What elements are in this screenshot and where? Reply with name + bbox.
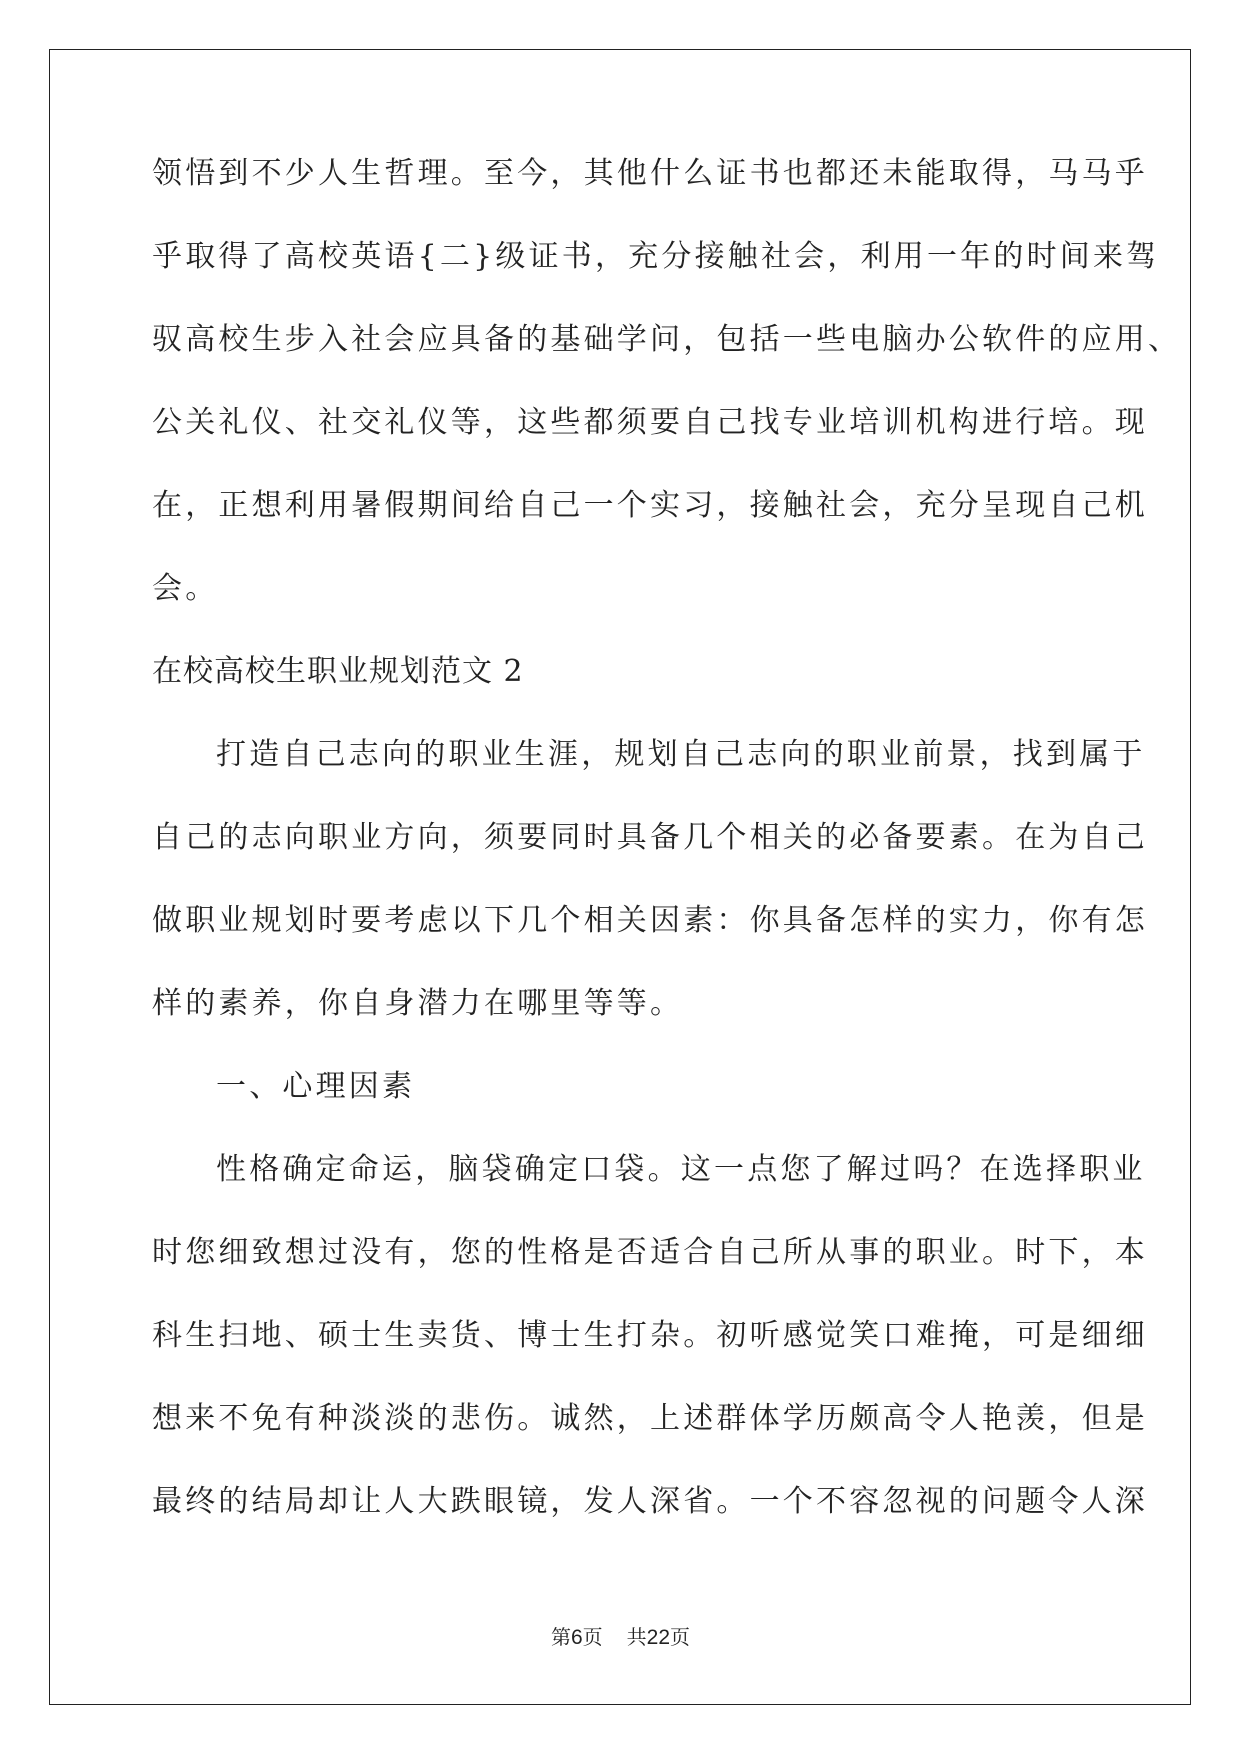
body-line: 做职业规划时要考虑以下几个相关因素：你具备怎样的实力，你有怎 <box>152 903 1148 938</box>
body-line: 领悟到不少人生哲理。至今，其他什么证书也都还未能取得，马马乎 <box>152 156 1148 191</box>
total-prefix: 共 <box>626 1625 647 1649</box>
body-line: 公关礼仪、社交礼仪等，这些都须要自己找专业培训机构进行培。现 <box>152 405 1148 440</box>
body-line: 驭高校生步入社会应具备的基础学问，包括一些电脑办公软件的应用、 <box>152 322 1182 357</box>
total-suffix: 页 <box>670 1625 691 1649</box>
body-line: 科生扫地、硕士生卖货、博士生打杂。初听感觉笑口难掩，可是细细 <box>152 1318 1148 1353</box>
section-heading: 在校高校生职业规划范文 2 <box>152 654 524 689</box>
paragraph-first-line: 打造自己志向的职业生涯，规划自己志向的职业前景，找到属于 <box>216 737 1146 772</box>
page-number: 6 <box>570 1626 583 1649</box>
body-line: 会。 <box>152 571 219 606</box>
subheading: 一、心理因素 <box>216 1069 416 1104</box>
body-line: 时您细致想过没有，您的性格是否适合自己所从事的职业。时下，本 <box>152 1235 1148 1270</box>
total-pages: 22 <box>646 1626 671 1649</box>
body-line: 自己的志向职业方向，须要同时具备几个相关的必备要素。在为自己 <box>152 820 1148 855</box>
body-line: 在，正想利用暑假期间给自己一个实习，接触社会，充分呈现自己机 <box>152 488 1148 523</box>
page-footer <box>0 1625 1241 1650</box>
paragraph-first-line: 性格确定命运，脑袋确定口袋。这一点您了解过吗？在选择职业 <box>216 1152 1146 1187</box>
page-suffix: 页 <box>582 1625 603 1649</box>
body-line: 乎取得了高校英语{二}级证书，充分接触社会，利用一年的时间来驾 <box>152 239 1160 274</box>
body-line: 样的素养，你自身潜力在哪里等等。 <box>152 986 684 1021</box>
page-prefix: 第 <box>550 1625 571 1649</box>
body-line: 最终的结局却让人大跌眼镜，发人深省。一个不容忽视的问题令人深 <box>152 1484 1148 1519</box>
document-body <box>152 155 1182 1566</box>
body-line: 想来不免有种淡淡的悲伤。诚然，上述群体学历颇高令人艳羡，但是 <box>152 1401 1148 1436</box>
